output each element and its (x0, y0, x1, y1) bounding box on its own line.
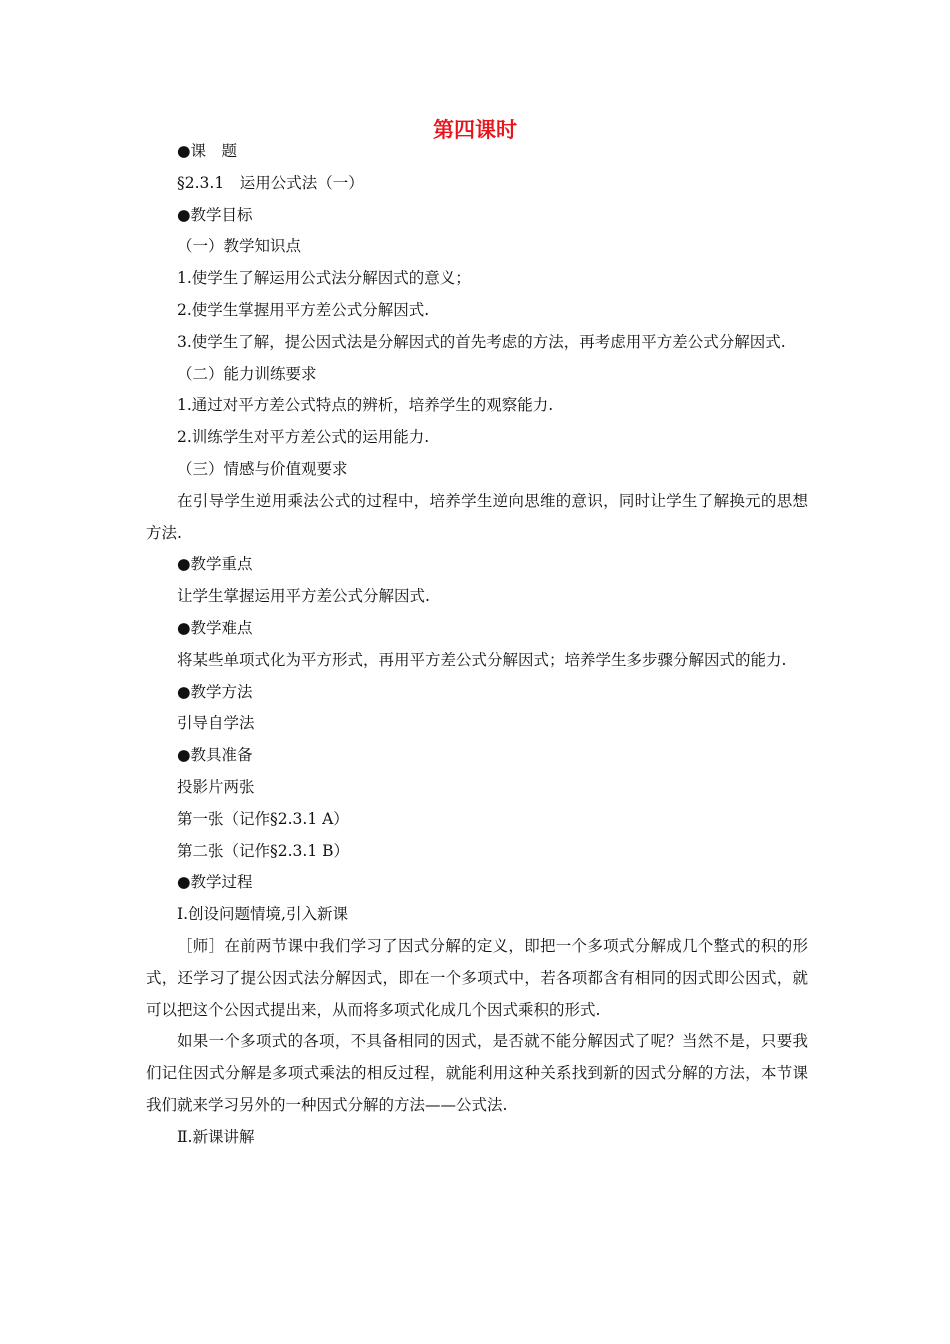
paragraph: 3.使学生了解，提公因式法是分解因式的首先考虑的方法，再考虑用平方差公式分解因式. (177, 332, 786, 351)
topic-line: §2.3.1 运用公式法（一） (177, 173, 364, 192)
paragraph: 2.训练学生对平方差公式的运用能力. (177, 428, 430, 447)
paragraph: 引导自学法 (177, 714, 255, 733)
section-heading-topic: ●课 题 (177, 142, 238, 160)
section-heading-key-point: ●教学重点 (177, 555, 253, 574)
paragraph: 如果一个多项式的各项，不具备相同的因式，是否就不能分解因式了呢？当然不是，只要我们记住因式分解是多项式乘法的相反过程，就能利用这种关系找到新的因式分解的方法，本节课我们就来学习另外的一种因式分解的方法——公式法. (146, 1032, 808, 1114)
subheading-values: （三）情感与价值观要求 (177, 459, 348, 478)
paragraph: 投影片两张 (177, 777, 255, 796)
subheading-knowledge: （一）教学知识点 (177, 237, 302, 256)
paragraph: 1.使学生了解运用公式法分解因式的意义； (177, 269, 471, 288)
document-body (146, 136, 808, 1154)
section-heading-difficulty: ●教学难点 (177, 618, 253, 637)
paragraph: 第二张（记作§2.3.1 B） (177, 841, 350, 860)
section-heading-objectives: ●教学目标 (177, 205, 253, 224)
paragraph: 让学生掌握运用平方差公式分解因式. (177, 587, 430, 606)
section-heading-method: ●教学方法 (177, 682, 253, 701)
paragraph: ［师］在前两节课中我们学习了因式分解的定义，即把一个多项式分解成几个整式的积的形式，还学习了提公因式法分解因式，即在一个多项式中，若各项都含有相同的因式即公因式，就可以把这个公因式提出来，从而将多项式化成几个因式乘积的形式. (146, 936, 808, 1019)
section-heading-process: ●教学过程 (177, 873, 253, 892)
paragraph: 第一张（记作§2.3.1 A） (177, 809, 349, 828)
subheading-ability: （二）能力训练要求 (177, 364, 317, 383)
paragraph: 2.使学生掌握用平方差公式分解因式. (177, 300, 430, 319)
paragraph: 在引导学生逆用乘法公式的过程中，培养学生逆向思维的意识，同时让学生了解换元的思想方法. (146, 491, 808, 542)
section-heading-materials: ●教具准备 (177, 746, 253, 765)
paragraph: 1.通过对平方差公式特点的辨析，培养学生的观察能力. (177, 396, 554, 415)
document-title: 第四课时 (433, 118, 517, 142)
subheading-step-2: Ⅱ.新课讲解 (177, 1127, 255, 1146)
subheading-step-1: Ⅰ.创设问题情境,引入新课 (177, 905, 348, 924)
paragraph: 将某些单项式化为平方形式，再用平方差公式分解因式；培养学生多步骤分解因式的能力. (177, 650, 787, 669)
